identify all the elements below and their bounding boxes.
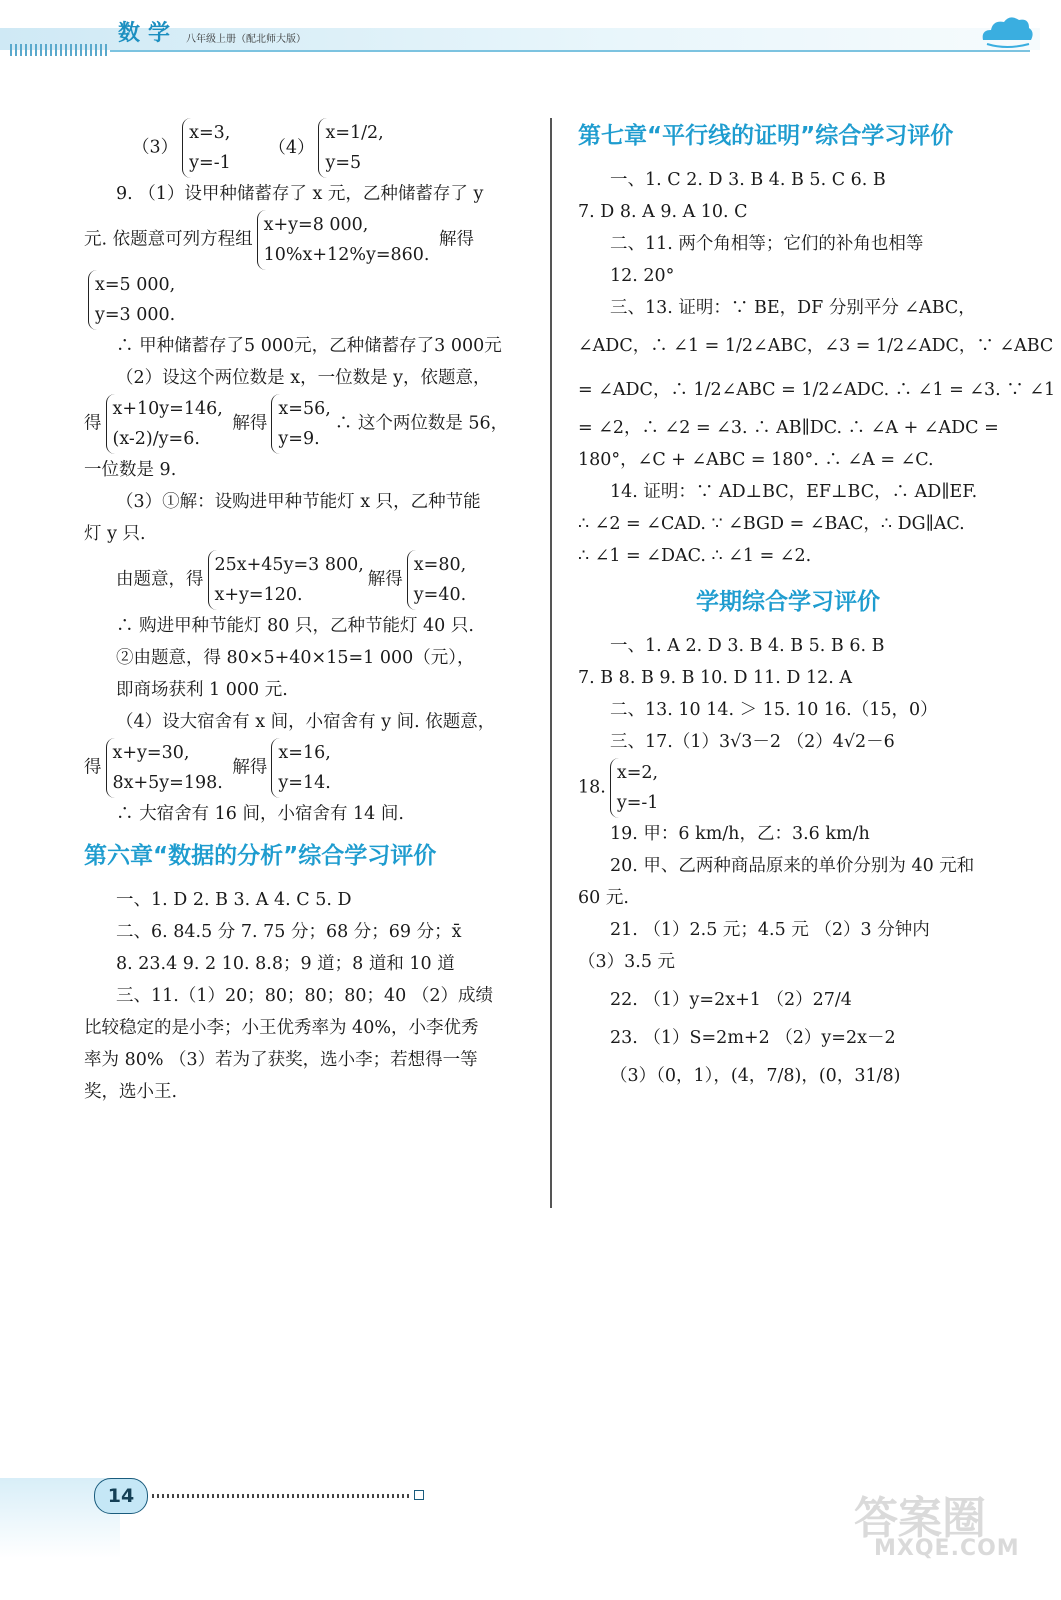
text-line: ∴ 大宿舍有 16 间，小宿舍有 14 间. [116,804,404,824]
equation: (x-2)/y=6. [112,429,200,449]
cloud-icon [977,10,1037,52]
square-icon [414,1490,424,1500]
chapter6-title: 第六章“数据的分析”综合学习评价 [84,843,437,869]
equation: 25x+45y=3 800, [214,555,364,575]
answer-line [84,394,542,454]
equation-system [182,118,231,178]
label: （4） [268,137,315,158]
text-line: = ∠ADC，∴ 1/2∠ABC = 1/2∠ADC. ∴ ∠1 = ∠3. ∵ ∠1 [578,380,1056,400]
text: 由题意，得 [116,569,204,590]
equation: y=14. [278,773,331,793]
text: ∴ 这个两位数是 56， [334,413,509,434]
equation: x=3, [189,123,231,143]
text: 18. [578,777,606,798]
equation-system [271,394,330,454]
footer-dots [152,1494,412,1498]
text-line: 三、17.（1）3√3－2 （2）4√2－6 [610,732,895,752]
text-line: ∠ADC，∴ ∠1 = 1/2∠ABC，∠3 = 1/2∠ADC，∵ ∠ABC [578,336,1054,356]
text-line: 奖，选小王. [84,1082,178,1102]
text: 解得 [232,757,268,778]
text-line: 180°，∠C + ∠ABC = 180°. ∴ ∠A = ∠C. [578,450,934,470]
text: 得 [84,757,102,778]
semester-title: 学期综合学习评价 [696,589,880,615]
text-line: 二、6. 84.5 分 7. 75 分；68 分；69 分；x̄ [116,922,462,942]
page-header [0,0,1061,70]
equation: y=9. [278,429,320,449]
equation: y=-1 [189,153,231,173]
label: （3） [132,137,179,158]
text-line: ∴ ∠2 = ∠CAD. ∵ ∠BGD = ∠BAC，∴ DG∥AC. [578,514,965,534]
equation: x+y=8 000, [263,215,369,235]
watermark-logo: 答案圈 [854,1493,986,1544]
text-line: 一、1. C 2. D 3. B 4. B 5. C 6. B [610,170,886,190]
right-column [578,118,1056,1098]
text-line: （3）①解：设购进甲种节能灯 x 只，乙种节能 [116,492,481,512]
equation: x=5 000, [95,275,176,295]
equation: x+10y=146, [112,399,223,419]
page-footer [0,1460,1061,1600]
equation: x=1/2, [325,123,384,143]
text-line: 一、1. A 2. D 3. B 4. B 5. B 6. B [610,636,885,656]
answer-line [578,758,1034,818]
equation: 8x+5y=198. [112,773,223,793]
equation: x=2, [616,763,659,783]
text-line: 23. （1）S=2m+2 （2）y=2x－2 [610,1028,896,1048]
equation: x=16, [278,743,331,763]
answer-line [84,738,542,798]
text-line: ②由题意，得 80×5+40×15=1 000（元）， [116,648,475,668]
text-line: 三、13. 证明：∵ BE，DF 分别平分 ∠ABC， [610,298,976,318]
equation-system [88,270,175,330]
text-line: 二、13. 10 14. ＞ 15. 10 16.（15，0） [610,700,938,720]
page-number: 14 [94,1478,148,1514]
text: 得 [84,413,102,434]
text-line: 7. B 8. B 9. B 10. D 11. D 12. A [578,668,853,688]
equation: y=5 [325,153,362,173]
text-line: （4）设大宿舍有 x 间，小宿舍有 y 间. 依题意， [116,712,496,732]
text: 解得 [439,229,475,250]
left-column [84,118,542,1108]
chapter7-title: 第七章“平行线的证明”综合学习评价 [578,123,954,149]
equation-system [106,738,223,798]
equation: x+y=30, [112,743,190,763]
text: 元. 依题意可列方程组 [84,229,253,250]
text: 解得 [367,569,403,590]
equation-system [610,758,659,818]
equation-system [318,118,383,178]
answer-line [84,270,542,330]
text-line: 一、1. D 2. B 3. A 4. C 5. D [116,890,352,910]
text-line: （3）（0，1），(4，7/8)，(0，31/8) [610,1066,901,1086]
text: 解得 [232,413,268,434]
equation: y=40. [413,585,467,605]
header-ticks [10,44,110,56]
equation: y=-1 [616,793,659,813]
watermark [840,1478,1040,1568]
equation-system [257,210,430,270]
text-line: 12. 20° [610,266,675,286]
equation: x=56, [278,399,331,419]
watermark-url: MXQE.COM [874,1536,1020,1561]
text-line: 比较稳定的是小李；小王优秀率为 40%，小李优秀 [84,1018,479,1038]
text-line: ∴ 甲种储蓄存了5 000元，乙种储蓄存了3 000元 [116,336,502,356]
text-line: 灯 y 只. [84,524,146,544]
equation-system [271,738,330,798]
equation: 10%x+12%y=860. [263,245,430,265]
equation-system [208,550,364,610]
equation: x+y=120. [214,585,303,605]
text-line: 一位数是 9. [84,460,177,480]
text-line: 14. 证明：∵ AD⊥BC，EF⊥BC，∴ AD∥EF. [610,482,978,502]
text-line: 二、11. 两个角相等；它们的补角也相等 [610,234,924,254]
grade-label: 八年级上册（配北师大版） [186,34,306,45]
text-line: （3）3.5 元 [578,952,676,972]
equation-system [106,394,223,454]
text-line: ∴ ∠1 = ∠DAC. ∴ ∠1 = ∠2. [578,546,812,566]
text-line: ∴ 购进甲种节能灯 80 只，乙种节能灯 40 只. [116,616,474,636]
text-line: = ∠2，∴ ∠2 = ∠3. ∴ AB∥DC. ∴ ∠A + ∠ADC = [578,418,999,438]
text-line: 7. D 8. A 9. A 10. C [578,202,748,222]
text-line: 9. （1）设甲种储蓄存了 x 元，乙种储蓄存了 y [116,184,484,204]
header-rule [110,50,1030,52]
text-line: 三、11.（1）20；80；80；80；40 （2）成绩 [116,986,494,1006]
answer-line [84,550,542,610]
text-line: 率为 80% （3）若为了获奖，选小李；若想得一等 [84,1050,478,1070]
column-divider [550,118,552,1208]
text-line: （2）设这个两位数是 x，一位数是 y，依题意， [116,368,491,388]
equation-system [407,550,466,610]
equation: x=80, [413,555,467,575]
text-line: 20. 甲、乙两种商品原来的单价分别为 40 元和 [610,856,975,876]
text-line: 即商场获利 1 000 元. [116,680,288,700]
text-line: 60 元. [578,888,629,908]
equation: y=3 000. [95,305,176,325]
text-line: 21. （1）2.5 元；4.5 元 （2）3 分钟内 [610,920,930,940]
answer-line [84,210,542,270]
answer-line [84,118,542,178]
text-line: 8. 23.4 9. 2 10. 8.8；9 道；8 道和 10 道 [116,954,455,974]
text-line: 19. 甲：6 km/h，乙：3.6 km/h [610,824,870,844]
subject-title: 数学 [118,21,179,46]
text-line: 22. （1）y=2x+1 （2）27/4 [610,990,852,1010]
